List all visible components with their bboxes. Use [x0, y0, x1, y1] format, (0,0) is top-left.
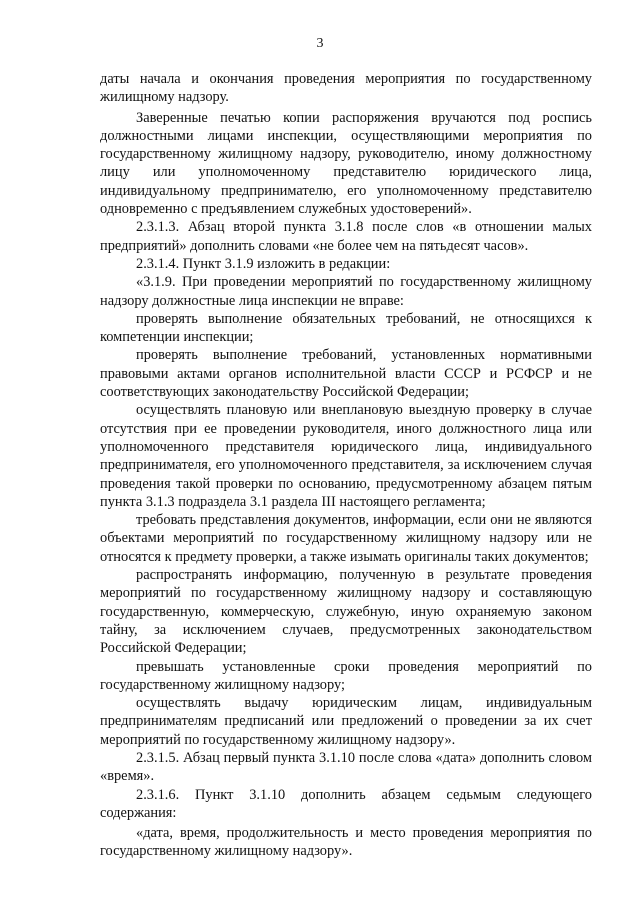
paragraph: Заверенные печатью копии распоряжения вручаются под роспись должностными лицами инспекции, осуществляющими мероприятия по государственному жилищному надзору, руководителю, иному должностному лицу или уполномоченному представителю юридического лица, индивидуальному предпринимателю, его уполномоченному представителю одновременно с предъявлением служебных удостоверений». [100, 109, 592, 218]
paragraph: даты начала и окончания проведения мероприятия по государственному жилищному надзору. [100, 71, 592, 106]
paragraph: осуществлять плановую или внеплановую выездную проверку в случае отсутствия при ее проведении руководителя, иного должностного лица или уполномоченного представителя юридического лица, индивидуального предпринимателя, его уполномоченного представителя, за исключением случая проведения такой проверки по основанию, предусмотренному абзацем пятым пункта 3.1.3 подраздела 3.1 раздела III настоящего регламента; [100, 402, 592, 510]
document-body [100, 70, 592, 861]
paragraph: «3.1.9. При проведении мероприятий по государственному жилищному надзору должностные лица инспекции не вправе: [100, 274, 592, 309]
paragraph: 2.3.1.5. Абзац первый пункта 3.1.10 после слова «дата» дополнить словом «время». [100, 749, 592, 785]
paragraph: 2.3.1.4. Пункт 3.1.9 изложить в редакции: [136, 255, 391, 272]
paragraph: распространять информацию, полученную в результате проведения мероприятий по государственному жилищному надзору и составляющую государственную, коммерческую, служебную, иную охраняемую законом тайну, за исключением случаев, предусмотренных законодательством Российской Федерации; [100, 567, 592, 657]
paragraph: требовать представления документов, информации, если они не являются объектами мероприятий по государственному жилищному надзору или не относятся к предмету проверки, а также изымать оригиналы таких документов; [100, 512, 592, 565]
paragraph: «дата, время, продолжительность и место проведения мероприятия по государственному жилищному надзору». [100, 825, 592, 860]
paragraph: проверять выполнение требований, установленных нормативными правовыми актами органов исполнительной власти СССР и РСФСР и не соответствующих законодательству Российской Федерации; [100, 347, 592, 401]
paragraph: осуществлять выдачу юридическим лицам, индивидуальным предпринимателям предписаний или предложений о проведении за их счет мероприятий по государственному жилищному надзору». [100, 695, 592, 748]
paragraph: превышать установленные сроки проведения мероприятий по государственному жилищному надзору; [100, 658, 592, 693]
page-number: 3 [316, 36, 324, 51]
paragraph: 2.3.1.3. Абзац второй пункта 3.1.8 после слов «в отношении малых предприятий» дополнить словами «не более чем на пятьдесят часов». [100, 219, 592, 254]
paragraph: проверять выполнение обязательных требований, не относящихся к компетенции инспекции; [100, 310, 592, 346]
paragraph: 2.3.1.6. Пункт 3.1.10 дополнить абзацем седьмым следующего содержания: [100, 786, 592, 821]
